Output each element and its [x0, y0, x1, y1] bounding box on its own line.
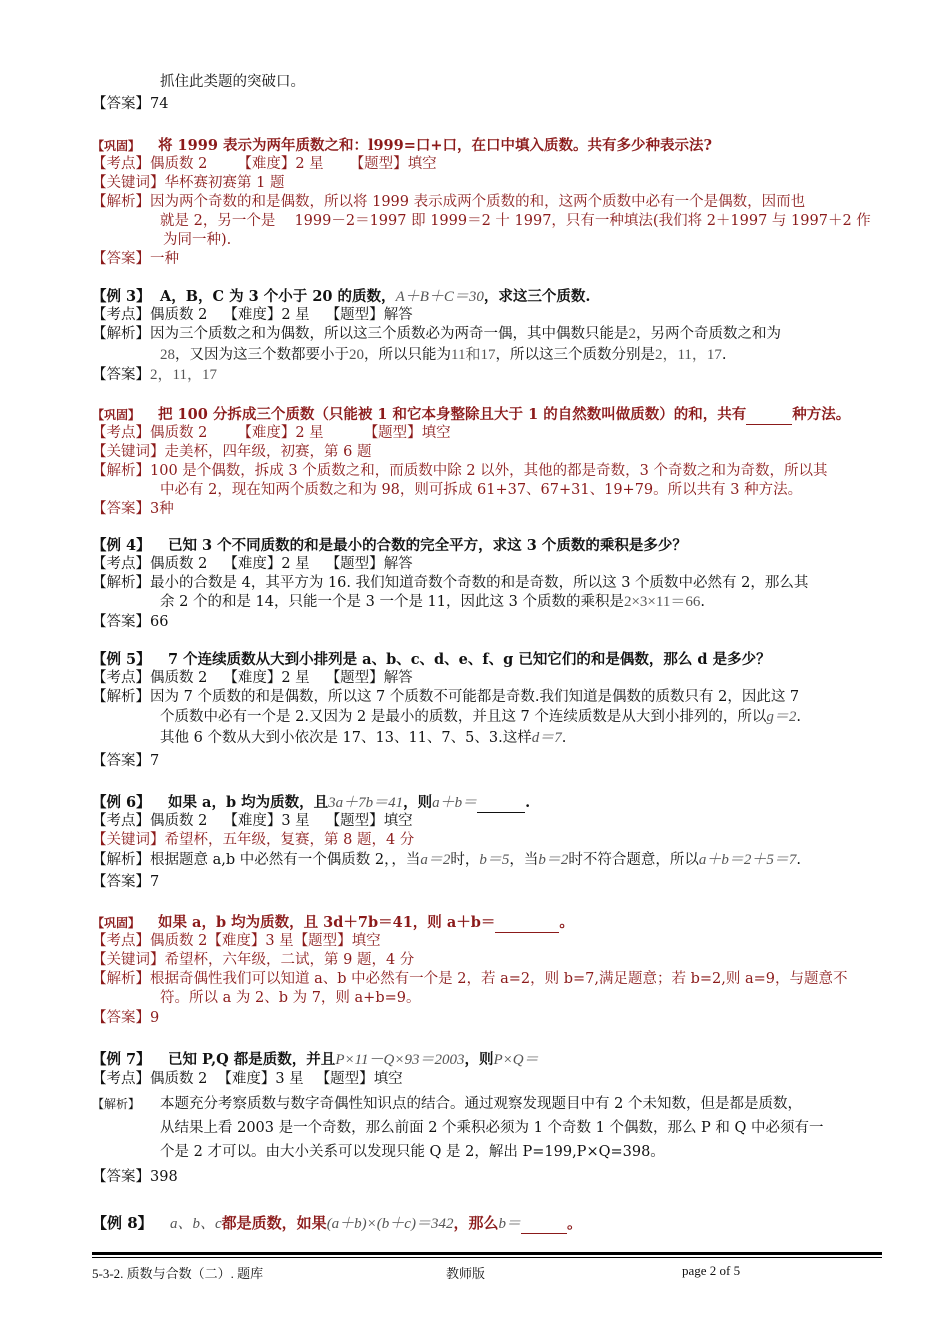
- analysis-text: 其他 6 个数从大到小依次是 17、13、11、7、5、3.这样: [160, 730, 532, 746]
- example-tag: 【例 6】: [92, 794, 151, 811]
- keyword-tag: 【关键词】: [92, 952, 165, 968]
- example-tag: 【例 5】: [92, 651, 151, 668]
- answer-row: [92, 95, 168, 114]
- type-value: 解答: [383, 307, 413, 323]
- kaodian-tag: 【考点】: [92, 156, 150, 172]
- keyword-value: 希望杯，六年级，二试，第 9 题，4 分: [164, 952, 415, 968]
- analysis-text: 根据奇偶性我们可以知道 a、b 中必然有一个是 2，若 a=2，则 b=7,满足题意；若 b=2,则 a=9，与题意不: [150, 971, 848, 987]
- analysis-line: [92, 1095, 802, 1114]
- answer-value: 66: [150, 614, 169, 630]
- answer-tag: 【答案】: [92, 501, 150, 517]
- kaodian-tag: 【考点】: [92, 307, 150, 323]
- footer-center: 教师版: [446, 1266, 486, 1281]
- question-text: 都是质数，如果: [221, 1214, 327, 1232]
- kaodian-value: 偶质数 2: [150, 1071, 208, 1087]
- analysis-text: .: [721, 347, 727, 363]
- keyword-value: 走美杯，四年级，初赛，第 6 题: [164, 444, 372, 460]
- analysis-math: 2，11，17: [654, 347, 722, 363]
- question-text: ，则: [403, 794, 433, 811]
- answer-value: 7: [150, 874, 160, 890]
- analysis-tag: 【解析】: [92, 971, 150, 987]
- question-text: 。: [559, 914, 574, 931]
- keyword-row: [92, 174, 284, 193]
- kaodian-tag: 【考点】: [92, 1071, 150, 1087]
- kaodian-value: 偶质数 2: [150, 933, 208, 949]
- question-text: 如果 a，b 均为质数，且: [168, 794, 329, 811]
- analysis-text: 个质数中必有一个是 2.又因为 2 是最小的质数，并且这 7 个连续质数是从大到小排列的，所以: [160, 709, 767, 725]
- keyword-row: [92, 443, 371, 462]
- kaodian-value: 偶质数 2: [150, 307, 208, 323]
- analysis-line: 为同一种).: [163, 232, 232, 248]
- difficulty-tag: 【难度】: [223, 813, 282, 829]
- answer-row: [92, 1168, 178, 1187]
- footer-rule-thick: [92, 1252, 882, 1255]
- difficulty-value: 3 星: [275, 1071, 304, 1087]
- analysis-math: 28: [160, 347, 175, 363]
- answer-row: [92, 613, 168, 632]
- answer-row: [92, 500, 174, 519]
- question-text: ，那么: [453, 1214, 499, 1232]
- analysis-text: 根据题意 a,b 中必然有一个偶质数 2，，当: [150, 852, 421, 868]
- question-row: [92, 405, 850, 425]
- keyword-tag: 【关键词】: [92, 444, 165, 460]
- analysis-line: [92, 851, 801, 870]
- difficulty-value: 2 星: [281, 556, 310, 572]
- question-row: [92, 1050, 539, 1070]
- question-text: .: [525, 794, 531, 811]
- question-text: 如果 a，b 均为质数，且 3d＋7b＝41，则 a＋b＝: [158, 914, 496, 931]
- question-text: 。: [566, 1214, 582, 1232]
- question-row: [92, 913, 574, 933]
- analysis-text: .: [796, 852, 802, 868]
- analysis-math: g＝2: [766, 709, 797, 725]
- type-value: 填空: [383, 813, 413, 829]
- type-tag: 【题型】: [349, 156, 408, 172]
- answer-value: 7: [150, 753, 160, 769]
- analysis-text: ，所以这三个质数分别是: [495, 347, 655, 363]
- analysis-math: b＝5: [479, 852, 510, 868]
- answer-row: [92, 752, 159, 771]
- analysis-text: ，另两个奇质数之和为: [636, 326, 781, 342]
- meta-row: [92, 669, 413, 688]
- answer-value: 398: [150, 1169, 178, 1185]
- keyword-tag: 【关键词】: [92, 175, 165, 191]
- footer-page-number: page 2 of 5: [682, 1263, 741, 1278]
- type-tag: 【题型】: [363, 425, 422, 441]
- analysis-tag: 【解析】: [92, 1097, 141, 1111]
- analysis-text: 因为两个奇数的和是偶数，所以将 1999 表示成两个质数的和，这两个质数中必有一个是偶数，因而也: [150, 194, 806, 210]
- difficulty-tag: 【难度】: [223, 556, 282, 572]
- footer-rule-thin: [92, 1257, 882, 1258]
- analysis-text: .: [796, 709, 801, 725]
- meta-row: [92, 812, 413, 831]
- kaodian-tag: 【考点】: [92, 425, 150, 441]
- keyword-tag: 【关键词】: [92, 832, 165, 848]
- question-text: A，B，C 为 3 个小于 20 的质数，: [160, 288, 396, 305]
- question-math: A＋B＋C＝30: [395, 289, 484, 305]
- footer-left: 5-3-2. 质数与合数（二）. 题库: [92, 1266, 264, 1281]
- difficulty-value: 2 星: [295, 425, 324, 441]
- analysis-line: 符。所以 a 为 2、b 为 7，则 a+b=9。: [160, 990, 421, 1006]
- meta-row: [92, 155, 437, 174]
- keyword-row: [92, 951, 414, 970]
- analysis-text: .: [700, 594, 705, 610]
- question-tag: 【巩固】: [92, 408, 141, 422]
- meta-row: [92, 555, 413, 574]
- example-tag: 【例 8】: [92, 1214, 153, 1232]
- type-value: 解答: [383, 670, 413, 686]
- difficulty-value: 3 星: [265, 933, 294, 949]
- type-tag: 【题型】: [325, 556, 384, 572]
- analysis-tag: 【解析】: [92, 463, 150, 479]
- answer-tag: 【答案】: [92, 753, 150, 769]
- analysis-line: [92, 688, 799, 707]
- analysis-tag: 【解析】: [92, 194, 150, 210]
- question-row: [92, 136, 712, 156]
- analysis-math: a＝2: [420, 852, 451, 868]
- analysis-math: a＋b＝2＋5＝7: [698, 852, 797, 868]
- question-math: P×Q＝: [493, 1052, 539, 1068]
- kaodian-value: 偶质数 2: [150, 425, 208, 441]
- answer-tag: 【答案】: [92, 1010, 150, 1026]
- question-math: b＝: [498, 1216, 521, 1232]
- analysis-math: d＝7: [531, 730, 562, 746]
- question-math: P×11－Q×93＝2003: [335, 1052, 465, 1068]
- answer-row: [92, 873, 159, 892]
- difficulty-value: 2 星: [281, 670, 310, 686]
- answer-value: 2，11，17: [150, 367, 217, 383]
- question-tag: 【巩固】: [92, 139, 141, 153]
- analysis-text: 本题充分考察质数与数字奇偶性知识点的结合。通过观察发现题目中有 2 个未知数，但是都是质数，: [160, 1096, 802, 1112]
- question-row: [92, 793, 530, 813]
- type-value: 填空: [351, 933, 381, 949]
- difficulty-tag: 【难度】: [217, 1071, 276, 1087]
- answer-tag: 【答案】: [92, 367, 150, 383]
- analysis-text: ，所以只能为: [364, 347, 451, 363]
- analysis-text: 时，: [450, 852, 480, 868]
- answer-value: 3种: [150, 501, 174, 517]
- question-tag: 【巩固】: [92, 916, 141, 930]
- keyword-value: 希望杯，五年级，复赛，第 8 题，4 分: [164, 832, 415, 848]
- answer-row: [92, 250, 179, 269]
- question-math: a、b、c: [170, 1216, 222, 1232]
- answer-tag: 【答案】: [92, 874, 150, 890]
- question-text: 将 1999 表示为两年质数之和：l999=口+口，在口中填入质数。共有多少种表示法?: [158, 137, 713, 154]
- difficulty-tag: 【难度】: [237, 425, 296, 441]
- question-text: 已知 P,Q 都是质数，并且: [168, 1051, 336, 1068]
- type-value: 解答: [383, 556, 413, 572]
- difficulty-tag: 【难度】: [207, 933, 266, 949]
- analysis-line: [92, 325, 781, 344]
- analysis-line: [160, 729, 566, 748]
- question-text: ，求这三个质数.: [483, 288, 591, 305]
- type-tag: 【题型】: [325, 813, 384, 829]
- type-tag: 【题型】: [325, 307, 384, 323]
- kaodian-value: 偶质数 2: [150, 156, 208, 172]
- kaodian-tag: 【考点】: [92, 670, 150, 686]
- answer-value: 74: [150, 96, 169, 112]
- answer-row: [92, 366, 217, 385]
- analysis-tag: 【解析】: [92, 689, 150, 705]
- difficulty-value: 3 星: [281, 813, 310, 829]
- answer-blank[interactable]: [746, 405, 792, 425]
- type-tag: 【题型】: [315, 1071, 374, 1087]
- kaodian-tag: 【考点】: [92, 933, 150, 949]
- continued-text: 抓住此类题的突破口。: [160, 74, 305, 90]
- difficulty-tag: 【难度】: [223, 307, 282, 323]
- answer-tag: 【答案】: [92, 96, 150, 112]
- analysis-text: 100 是个偶数，拆成 3 个质数之和，而质数中除 2 以外，其他的都是奇数，3 个奇数之和为奇数，所以其: [150, 463, 828, 479]
- question-text: 把 100 分拆成三个质数（只能被 1 和它本身整除且大于 1 的自然数叫做质数）的和，共有: [158, 406, 747, 423]
- question-row: [92, 536, 687, 555]
- question-math: a＋b＝: [432, 795, 478, 811]
- meta-row: [92, 424, 451, 443]
- difficulty-tag: 【难度】: [237, 156, 296, 172]
- example-tag: 【例 4】: [92, 537, 151, 554]
- question-text: ，则: [464, 1051, 494, 1068]
- analysis-line: [92, 970, 847, 989]
- meta-row: [92, 306, 413, 325]
- answer-tag: 【答案】: [92, 251, 150, 267]
- question-row: [92, 1214, 582, 1234]
- analysis-text: 因为 7 个质数的和是偶数，所以这 7 个质数不可能都是奇数.我们知道是偶数的质数只有 2，因此这 7: [150, 689, 800, 705]
- kaodian-value: 偶质数 2: [150, 670, 208, 686]
- analysis-text: 因为三个质数之和为偶数，所以这三个质数必为两奇一偶，其中偶数只能是: [150, 326, 629, 342]
- analysis-text: ，又因为这三个数都要小于: [175, 347, 349, 363]
- keyword-row: [92, 831, 414, 850]
- keyword-value: 华杯赛初赛第 1 题: [164, 175, 285, 191]
- answer-blank[interactable]: [477, 793, 525, 813]
- type-value: 填空: [373, 1071, 403, 1087]
- analysis-text: 余 2 个的和是 14，只能一个是 3 一个是 11，因此这 3 个质数的乘积是: [160, 594, 624, 610]
- question-text: 种方法。: [792, 406, 851, 423]
- answer-tag: 【答案】: [92, 1169, 150, 1185]
- answer-value: 一种: [150, 251, 179, 267]
- analysis-line: 中必有 2，现在知两个质数之和为 98，则可拆成 61+37、67+31、19+79。所以共有 3 种方法。: [160, 482, 803, 498]
- question-text: 已知 3 个不同质数的和是最小的合数的完全平方，求这 3 个质数的乘积是多少？: [168, 537, 687, 554]
- analysis-line: 就是 2，另一个是 1999－2＝1997 即 1999＝2 十 1997，只有一种填法(我们将 2＋1997 与 1997＋2 作: [160, 213, 871, 229]
- analysis-line: [160, 593, 705, 612]
- type-tag: 【题型】: [325, 670, 384, 686]
- question-row: [92, 650, 771, 669]
- kaodian-tag: 【考点】: [92, 813, 150, 829]
- type-value: 填空: [421, 425, 451, 441]
- question-row: [92, 287, 590, 307]
- analysis-text: .: [561, 730, 567, 746]
- analysis-text: 时不符合题意，所以: [568, 852, 699, 868]
- kaodian-value: 偶质数 2: [150, 813, 208, 829]
- type-tag: 【题型】: [293, 933, 352, 949]
- answer-value: 9: [150, 1010, 160, 1026]
- analysis-text: ，当: [509, 852, 539, 868]
- question-math: (a＋b)×(b＋c)＝342: [326, 1216, 454, 1232]
- analysis-tag: 【解析】: [92, 326, 150, 342]
- analysis-math: 2×3×11＝66: [623, 594, 701, 610]
- analysis-line: 个是 2 才可以。由大小关系可以发现只能 Q 是 2，解出 P=199,P×Q=398。: [160, 1144, 665, 1160]
- example-tag: 【例 7】: [92, 1051, 151, 1068]
- kaodian-tag: 【考点】: [92, 556, 150, 572]
- analysis-line: [92, 462, 828, 481]
- analysis-math: 2: [628, 326, 636, 342]
- example-tag: 【例 3】: [92, 288, 151, 305]
- analysis-math: 11和17: [451, 347, 496, 363]
- meta-row: [92, 1070, 403, 1089]
- analysis-line: [160, 708, 801, 727]
- question-text: 7 个连续质数从大到小排列是 a、b、c、d、e、f、g 已知它们的和是偶数，那么 d 是多少？: [168, 651, 771, 668]
- kaodian-value: 偶质数 2: [150, 556, 208, 572]
- answer-row: [92, 1009, 159, 1028]
- analysis-math: 20: [349, 347, 364, 363]
- analysis-line: [92, 193, 805, 212]
- analysis-line: [160, 346, 727, 365]
- type-value: 填空: [407, 156, 437, 172]
- answer-tag: 【答案】: [92, 614, 150, 630]
- analysis-tag: 【解析】: [92, 575, 150, 591]
- analysis-line: [92, 574, 808, 593]
- answer-blank[interactable]: [495, 913, 559, 933]
- difficulty-tag: 【难度】: [223, 670, 282, 686]
- analysis-line: 从结果上看 2003 是一个奇数，那么前面 2 个乘积必须为 1 个奇数 1 个偶数，那么 P 和 Q 中必须有一: [160, 1120, 824, 1136]
- analysis-tag: 【解析】: [92, 852, 150, 868]
- meta-row: [92, 932, 381, 951]
- question-math: 3a＋7b＝41: [328, 795, 404, 811]
- difficulty-value: 2 星: [295, 156, 324, 172]
- difficulty-value: 2 星: [281, 307, 310, 323]
- analysis-text: 最小的合数是 4，其平方为 16. 我们知道奇数个奇数的和是奇数，所以这 3 个质数中必然有 2，那么其: [150, 575, 809, 591]
- answer-blank[interactable]: [521, 1214, 567, 1234]
- analysis-math: b＝2: [538, 852, 569, 868]
